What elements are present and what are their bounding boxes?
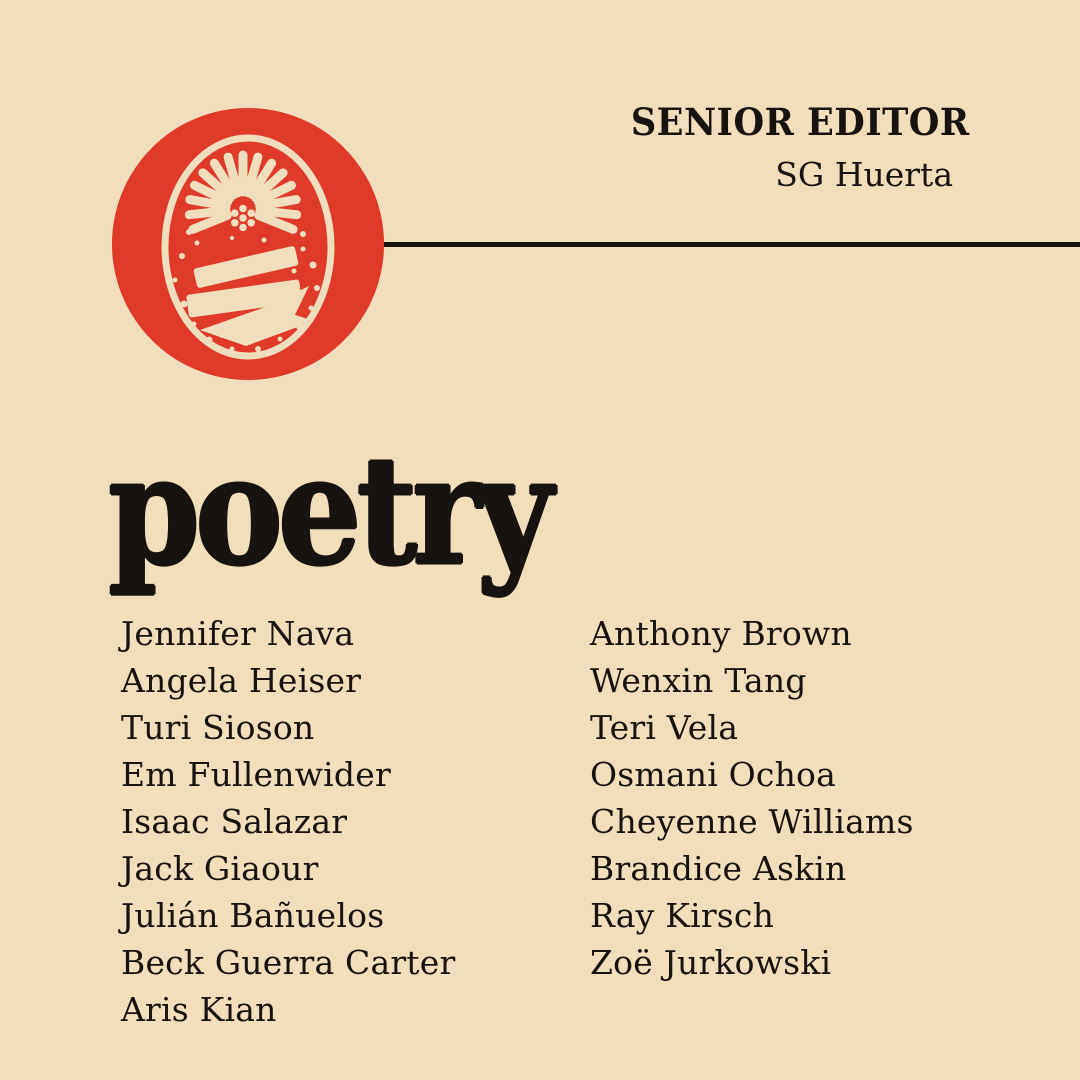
staff-name: Ray Kirsch <box>590 896 775 935</box>
staff-name: Anthony Brown <box>590 614 852 653</box>
staff-name: Beck Guerra Carter <box>121 943 456 982</box>
staff-name: Isaac Salazar <box>121 802 348 841</box>
staff-name: Cheyenne Williams <box>590 802 914 841</box>
press-logo <box>112 108 384 380</box>
staff-name: Turi Sioson <box>121 708 315 747</box>
staff-column-1 <box>121 610 590 1033</box>
staff-name: Zoë Jurkowski <box>590 943 832 982</box>
divider-line <box>290 242 1080 247</box>
staff-name: Teri Vela <box>590 708 739 747</box>
staff-name: Jennifer Nava <box>121 614 355 653</box>
staff-name: Angela Heiser <box>121 661 362 700</box>
senior-editor-label: SENIOR EDITOR <box>631 100 970 144</box>
section-title: poetry <box>108 423 548 599</box>
staff-list <box>121 610 1020 1033</box>
staff-name: Jack Giaour <box>121 849 319 888</box>
staff-name: Em Fullenwider <box>121 755 391 794</box>
staff-name: Wenxin Tang <box>590 661 807 700</box>
staff-column-2 <box>590 610 914 1033</box>
staff-name: Osmani Ochoa <box>590 755 836 794</box>
senior-editor-name: SG Huerta <box>775 155 953 195</box>
staff-name: Brandice Askin <box>590 849 847 888</box>
staff-name: Julián Bañuelos <box>121 896 385 935</box>
books-and-flower-icon <box>112 108 384 380</box>
staff-name: Aris Kian <box>121 990 277 1029</box>
editor-block <box>613 100 970 195</box>
